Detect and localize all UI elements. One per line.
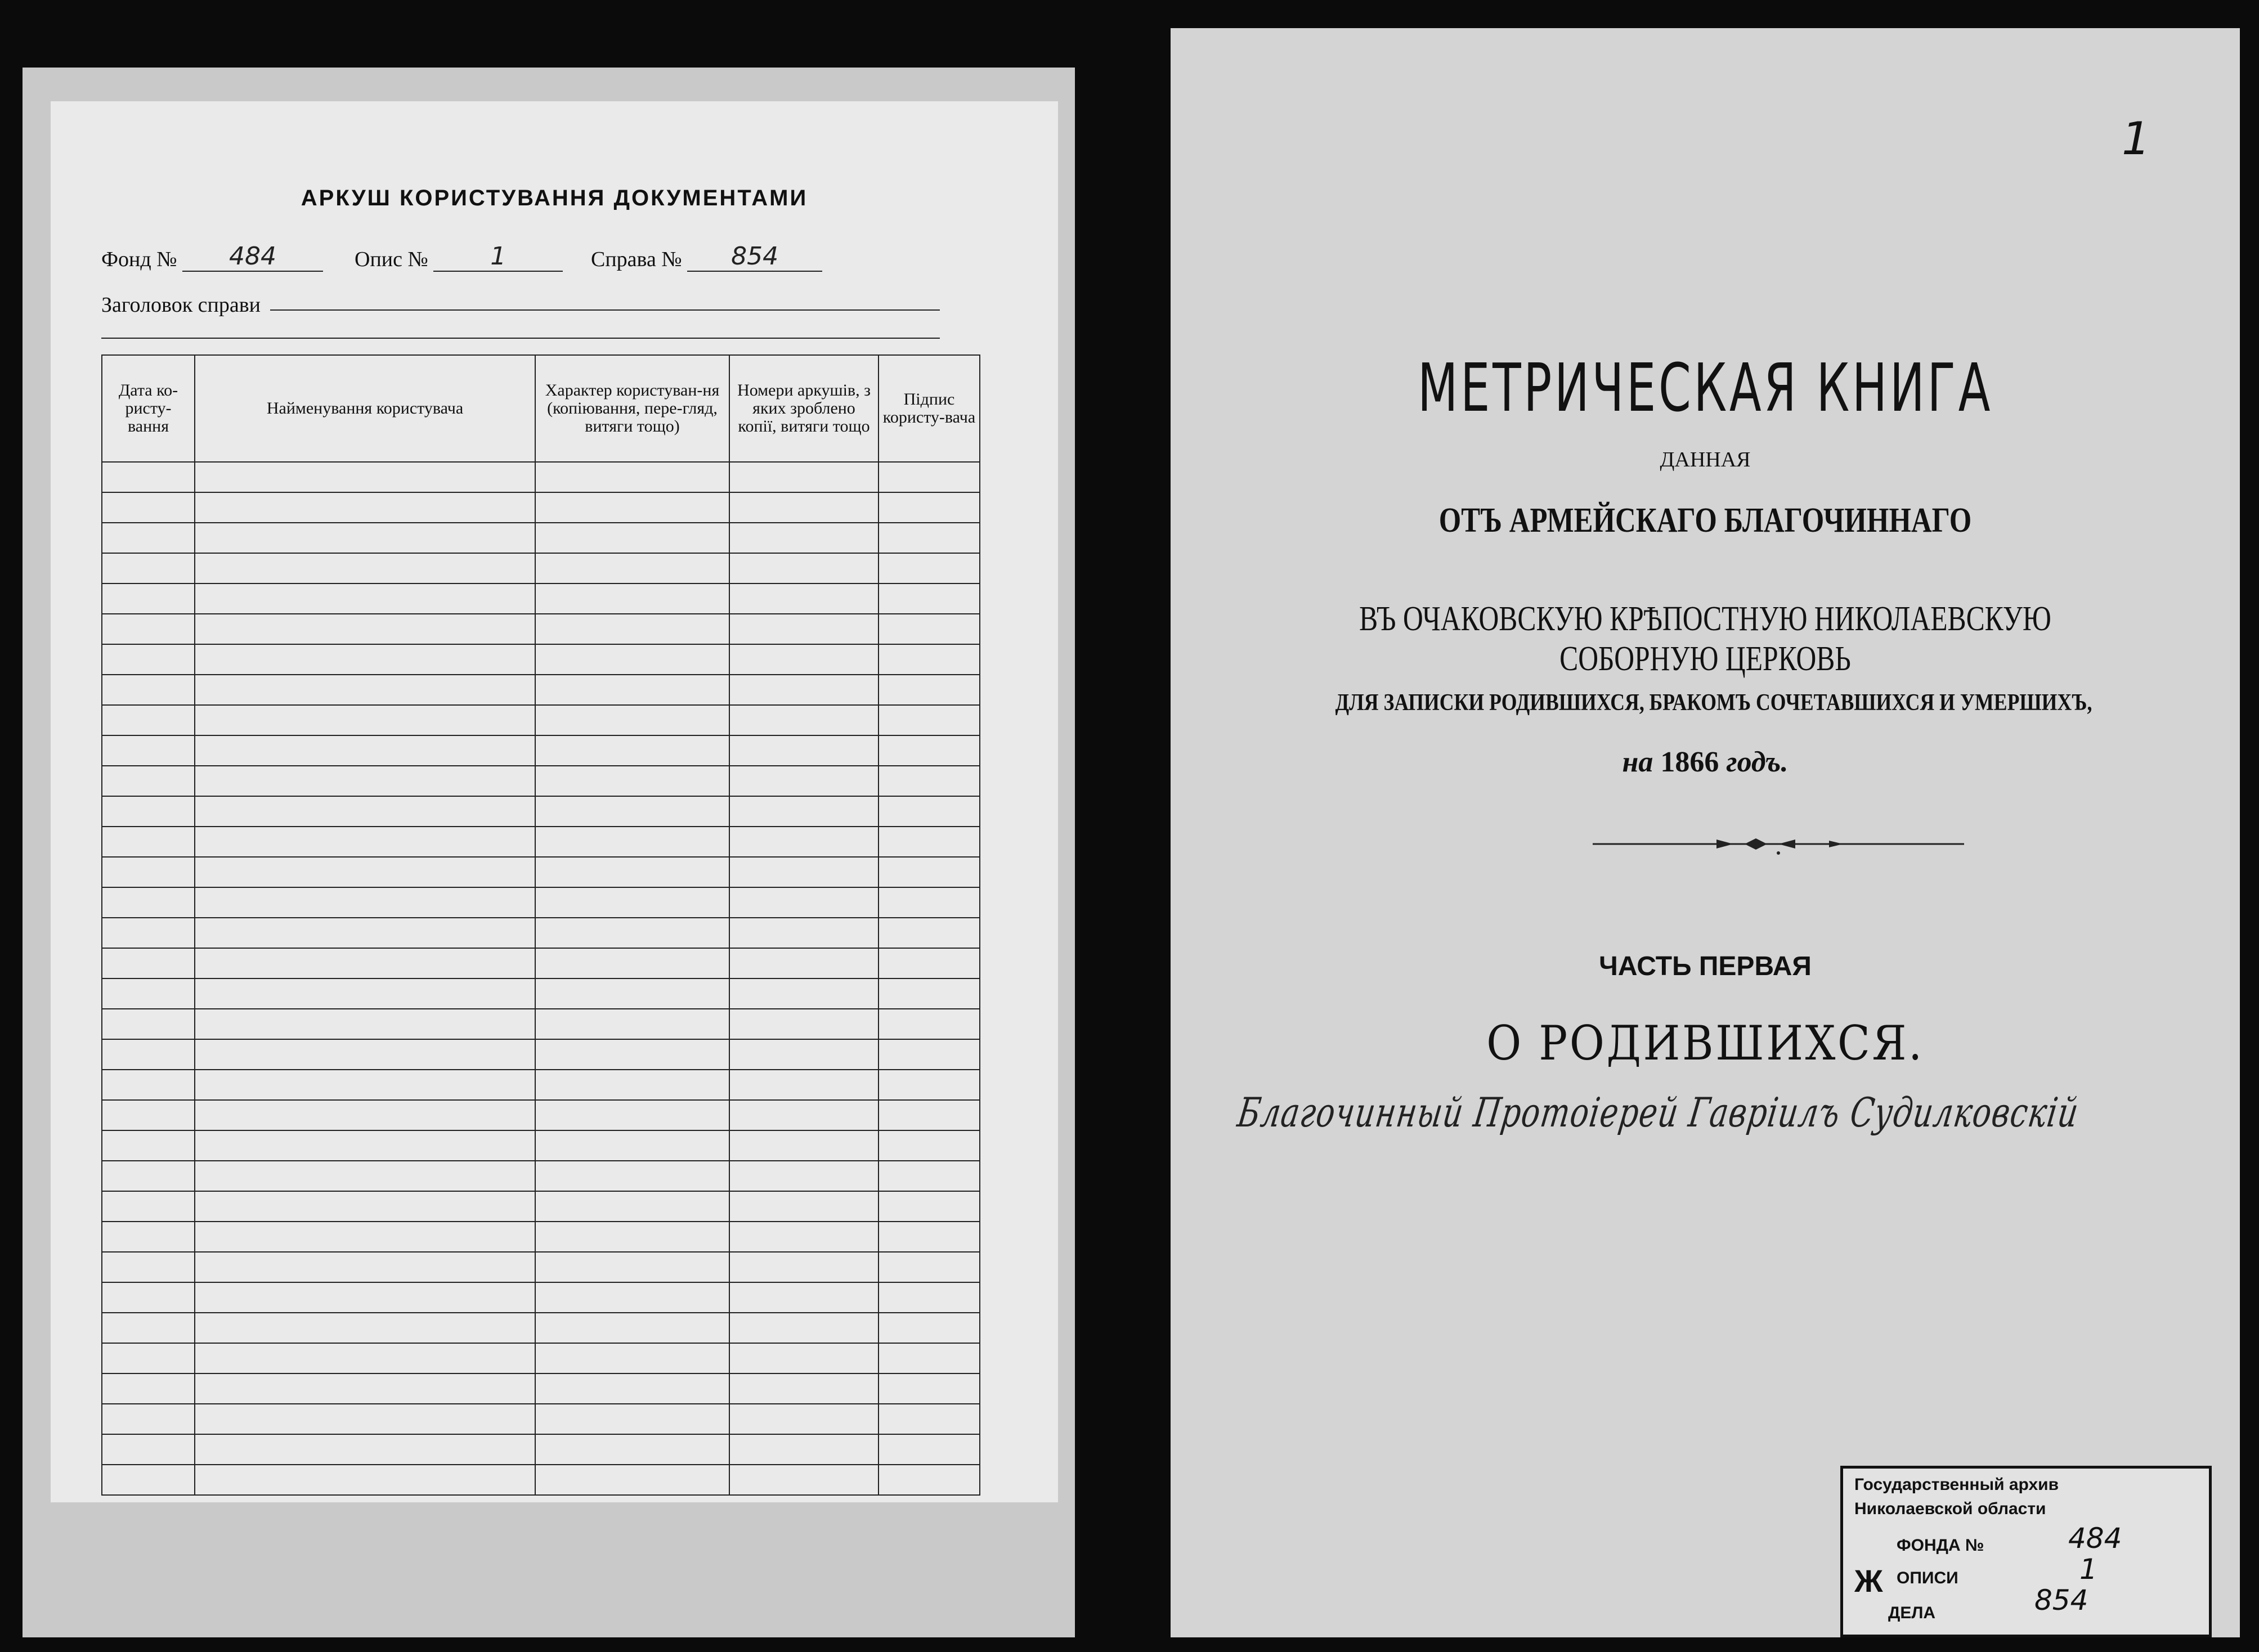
table-cell [195, 1434, 535, 1465]
table-cell [195, 1465, 535, 1495]
table-cell [195, 1009, 535, 1039]
table-cell [729, 1313, 878, 1343]
table-cell [535, 523, 729, 553]
table-cell [195, 675, 535, 705]
case-heading-line-2 [101, 338, 940, 339]
table-cell [102, 887, 195, 918]
table-row [102, 644, 980, 675]
table-cell [535, 583, 729, 614]
table-cell [535, 735, 729, 766]
left-page [23, 68, 1075, 1637]
table-cell [878, 553, 980, 583]
table-cell [195, 948, 535, 978]
table-cell [102, 735, 195, 766]
table-cell [729, 462, 878, 492]
table-cell [729, 887, 878, 918]
table-cell [535, 766, 729, 796]
table-cell [195, 705, 535, 735]
table-cell [878, 1100, 980, 1130]
table-cell [878, 766, 980, 796]
table-cell [878, 918, 980, 948]
table-row [102, 1039, 980, 1070]
table-cell [729, 918, 878, 948]
stamp-delo-value: 854 [2034, 1584, 2088, 1617]
table-cell [195, 1252, 535, 1282]
table-row [102, 1191, 980, 1222]
table-cell [535, 1070, 729, 1100]
table-cell [195, 462, 535, 492]
table-cell [878, 978, 980, 1009]
table-cell [195, 796, 535, 827]
table-cell [195, 827, 535, 857]
table-row [102, 553, 980, 583]
col-usage-type: Характер користуван-ня (копіювання, пере-гляд, витяги тощо) [535, 355, 729, 462]
table-cell [729, 978, 878, 1009]
table-cell [195, 1161, 535, 1191]
table-cell [195, 978, 535, 1009]
table-row [102, 1434, 980, 1465]
table-row [102, 1282, 980, 1313]
table-cell [729, 1222, 878, 1252]
table-cell [195, 887, 535, 918]
table-cell [102, 1343, 195, 1373]
table-cell [535, 918, 729, 948]
table-cell [195, 766, 535, 796]
col-sheet-numbers: Номери аркушів, з яких зроблено копії, витяги тощо [729, 355, 878, 462]
table-cell [535, 1191, 729, 1222]
table-cell [102, 827, 195, 857]
archive-stamp [1840, 1466, 2212, 1637]
table-row [102, 887, 980, 918]
table-cell [729, 1252, 878, 1282]
table-cell [102, 857, 195, 887]
case-heading-label: Заголовок справи [101, 293, 261, 317]
table-row [102, 1130, 980, 1161]
table-cell [102, 1222, 195, 1252]
document-usage-sheet [51, 101, 1058, 1502]
table-row [102, 948, 980, 978]
stamp-emblem-icon: Ж [1854, 1563, 1883, 1599]
table-cell [535, 1373, 729, 1404]
table-cell [102, 978, 195, 1009]
table-cell [195, 1070, 535, 1100]
table-cell [729, 1161, 878, 1191]
table-cell [195, 1222, 535, 1252]
table-cell [102, 1070, 195, 1100]
table-cell [878, 1070, 980, 1100]
year-prefix: на [1622, 746, 1653, 778]
table-cell [729, 1343, 878, 1373]
table-cell [729, 1100, 878, 1130]
table-cell [195, 1130, 535, 1161]
col-signature: Підпис користу-вача [878, 355, 980, 462]
opys-field [355, 242, 563, 272]
folio-number: 1 [2122, 113, 2150, 165]
table-cell [102, 1252, 195, 1282]
usage-table [101, 354, 980, 1496]
table-cell [535, 827, 729, 857]
stamp-opis-label: ОПИСИ [1897, 1569, 1958, 1587]
table-cell [729, 827, 878, 857]
table-cell [878, 614, 980, 644]
sprava-label: Справа № [591, 248, 682, 271]
table-row [102, 1373, 980, 1404]
table-row [102, 1222, 980, 1252]
table-cell [195, 1343, 535, 1373]
part-label: ЧАСТЬ ПЕРВАЯ [1599, 951, 1812, 981]
table-cell [535, 1313, 729, 1343]
table-cell [729, 796, 878, 827]
table-row [102, 1252, 980, 1282]
table-row [102, 1070, 980, 1100]
table-row [102, 1161, 980, 1191]
purpose-line: ДЛЯ ЗАПИСКИ РОДИВШИХСЯ, БРАКОМЪ СОЧЕТАВШИХСЯ И УМЕРШИХЪ, [1335, 690, 2092, 716]
table-cell [195, 1100, 535, 1130]
table-cell [878, 523, 980, 553]
table-row [102, 462, 980, 492]
table-cell [195, 1313, 535, 1343]
table-cell [729, 583, 878, 614]
table-cell [102, 583, 195, 614]
stamp-fond-value: 484 [2068, 1522, 2122, 1555]
table-cell [878, 492, 980, 523]
table-cell [102, 1282, 195, 1313]
table-cell [729, 705, 878, 735]
table-cell [195, 857, 535, 887]
table-cell [195, 523, 535, 553]
table-cell [535, 675, 729, 705]
table-cell [878, 705, 980, 735]
table-cell [878, 887, 980, 918]
table-cell [535, 887, 729, 918]
table-cell [535, 1222, 729, 1252]
sheet-title: АРКУШ КОРИСТУВАННЯ ДОКУМЕНТАМИ [301, 186, 808, 210]
table-row [102, 675, 980, 705]
table-cell [729, 553, 878, 583]
fond-value: 484 [182, 242, 323, 272]
table-cell [535, 1434, 729, 1465]
table-cell [729, 1191, 878, 1222]
table-cell [535, 1161, 729, 1191]
table-cell [195, 735, 535, 766]
table-cell [878, 827, 980, 857]
table-cell [535, 1039, 729, 1070]
table-cell [729, 1009, 878, 1039]
table-row [102, 614, 980, 644]
table-row [102, 978, 980, 1009]
table-cell [535, 857, 729, 887]
table-cell [535, 1100, 729, 1130]
stamp-fond-label: ФОНДА № [1897, 1536, 1984, 1555]
table-cell [195, 918, 535, 948]
table-row [102, 492, 980, 523]
table-cell [102, 705, 195, 735]
table-cell [535, 796, 729, 827]
part-title: О РОДИВШИХСЯ. [1486, 1016, 1924, 1071]
table-cell [878, 1434, 980, 1465]
table-cell [102, 1130, 195, 1161]
stamp-line-2: Николаевской области [1854, 1500, 2046, 1518]
table-cell [102, 948, 195, 978]
table-cell [102, 675, 195, 705]
table-row [102, 918, 980, 948]
table-cell [535, 492, 729, 523]
table-cell [729, 857, 878, 887]
table-cell [729, 1282, 878, 1313]
handwritten-signature-note: Благочинный Протоіерей Гавріилъ Судилковскій [1235, 1089, 2082, 1136]
table-cell [729, 644, 878, 675]
table-cell [878, 462, 980, 492]
table-cell [878, 796, 980, 827]
col-user-name: Найменування користувача [195, 355, 535, 462]
table-cell [102, 523, 195, 553]
usage-table-header [102, 355, 980, 462]
table-row [102, 523, 980, 553]
table-cell [102, 644, 195, 675]
given-label: ДАННАЯ [1660, 448, 1751, 472]
table-row [102, 735, 980, 766]
table-cell [878, 857, 980, 887]
table-cell [195, 492, 535, 523]
table-cell [535, 1465, 729, 1495]
table-cell [195, 553, 535, 583]
table-cell [878, 1161, 980, 1191]
table-row [102, 583, 980, 614]
table-cell [729, 492, 878, 523]
table-cell [102, 1039, 195, 1070]
table-row [102, 1009, 980, 1039]
table-cell [878, 675, 980, 705]
table-cell [102, 766, 195, 796]
table-cell [535, 1343, 729, 1373]
table-cell [102, 614, 195, 644]
table-cell [729, 675, 878, 705]
table-cell [102, 462, 195, 492]
church-line: ВЪ ОЧАКОВСКУЮ КРѢПОСТНУЮ НИКОЛАЕВСКУЮ СОБОРНУЮ ЦЕРКОВЬ [1359, 600, 2051, 678]
table-cell [535, 1282, 729, 1313]
table-cell [195, 1191, 535, 1222]
table-cell [729, 1070, 878, 1100]
table-cell [535, 644, 729, 675]
col-date: Дата ко-ристу-вання [102, 355, 195, 462]
table-cell [878, 1465, 980, 1495]
stamp-opis-value: 1 [2079, 1553, 2097, 1586]
fond-field [101, 242, 323, 272]
table-cell [729, 735, 878, 766]
table-cell [195, 644, 535, 675]
table-row [102, 1465, 980, 1495]
table-cell [729, 1434, 878, 1465]
table-cell [102, 1404, 195, 1434]
table-cell [535, 614, 729, 644]
table-cell [102, 492, 195, 523]
table-row [102, 1100, 980, 1130]
table-cell [878, 583, 980, 614]
table-cell [102, 553, 195, 583]
table-cell [729, 766, 878, 796]
table-cell [195, 1282, 535, 1313]
table-cell [878, 1404, 980, 1434]
table-cell [878, 1191, 980, 1222]
table-cell [535, 948, 729, 978]
table-cell [878, 1039, 980, 1070]
table-cell [729, 1465, 878, 1495]
book-title: МЕТРИЧЕСКАЯ КНИГА [1417, 349, 1993, 427]
table-row [102, 796, 980, 827]
table-cell [535, 1009, 729, 1039]
table-cell [195, 1373, 535, 1404]
table-cell [878, 1373, 980, 1404]
stamp-line-1: Государственный архив [1854, 1475, 2059, 1494]
table-cell [878, 1282, 980, 1313]
table-cell [535, 462, 729, 492]
table-cell [729, 1404, 878, 1434]
opys-label: Опис № [355, 248, 428, 271]
table-cell [102, 1100, 195, 1130]
table-cell [535, 1130, 729, 1161]
table-row [102, 857, 980, 887]
table-row [102, 705, 980, 735]
from-line: ОТЪ АРМЕЙСКАГО БЛАГОЧИННАГО [1438, 501, 1972, 540]
table-cell [729, 1039, 878, 1070]
table-cell [878, 1130, 980, 1161]
table-cell [878, 735, 980, 766]
table-cell [195, 583, 535, 614]
table-cell [102, 796, 195, 827]
table-cell [102, 1373, 195, 1404]
table-cell [878, 1343, 980, 1373]
table-cell [195, 614, 535, 644]
right-page [1171, 28, 2240, 1637]
table-row [102, 1343, 980, 1373]
table-cell [878, 948, 980, 978]
table-cell [102, 1434, 195, 1465]
usage-table-body [102, 462, 980, 1495]
table-cell [102, 918, 195, 948]
table-row [102, 766, 980, 796]
year-line [1171, 746, 2240, 779]
year-value: 1866 [1660, 746, 1719, 778]
table-cell [535, 978, 729, 1009]
table-cell [729, 1130, 878, 1161]
table-cell [729, 614, 878, 644]
table-cell [535, 553, 729, 583]
case-heading-line [270, 309, 940, 311]
table-cell [878, 644, 980, 675]
table-cell [102, 1009, 195, 1039]
table-cell [729, 523, 878, 553]
stamp-delo-label: ДЕЛА [1888, 1604, 1936, 1622]
fond-label: Фонд № [101, 248, 177, 271]
table-cell [878, 1252, 980, 1282]
table-cell [102, 1313, 195, 1343]
year-suffix: годъ. [1726, 746, 1789, 778]
table-cell [878, 1313, 980, 1343]
table-cell [195, 1039, 535, 1070]
divider-ornament [1593, 827, 1964, 861]
table-cell [878, 1009, 980, 1039]
table-cell [102, 1465, 195, 1495]
table-cell [535, 705, 729, 735]
table-cell [102, 1161, 195, 1191]
table-cell [729, 1373, 878, 1404]
table-row [102, 827, 980, 857]
sprava-field [591, 242, 822, 272]
opys-value: 1 [433, 242, 563, 272]
table-cell [535, 1252, 729, 1282]
table-cell [729, 948, 878, 978]
table-cell [535, 1404, 729, 1434]
table-cell [878, 1222, 980, 1252]
sprava-value: 854 [687, 242, 822, 272]
table-row [102, 1404, 980, 1434]
table-cell [195, 1404, 535, 1434]
table-row [102, 1313, 980, 1343]
table-cell [102, 1191, 195, 1222]
